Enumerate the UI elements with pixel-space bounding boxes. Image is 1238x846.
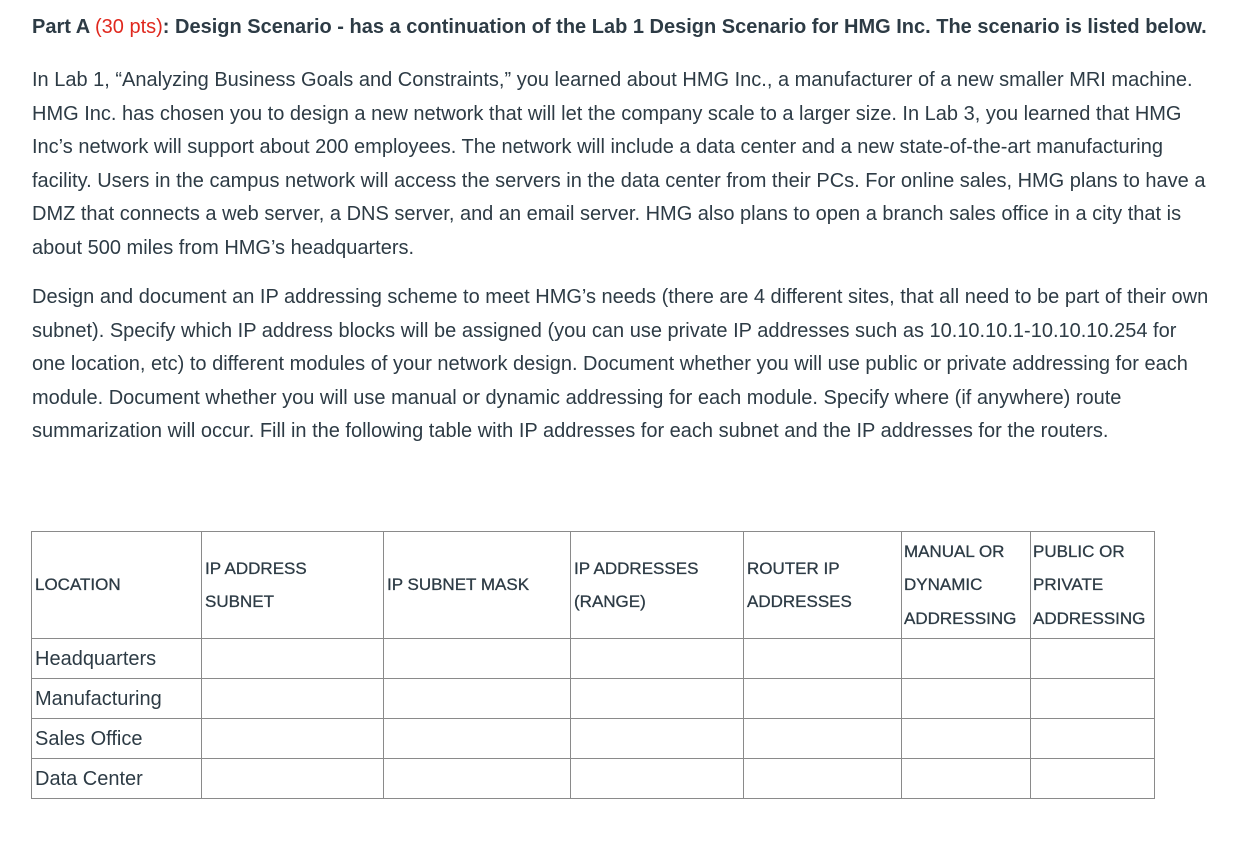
ip-address-subnet-cell [202, 719, 384, 759]
ip-address-subnet-cell [202, 679, 384, 719]
public-or-private-cell [1031, 679, 1155, 719]
points-label: (30 pts) [94, 16, 163, 38]
ip-subnet-mask-cell [384, 679, 571, 719]
part-a-heading [32, 10, 1210, 44]
router-ip-addresses-cell [744, 679, 902, 719]
scenario-paragraph: In Lab 1, “Analyzing Business Goals and Constraints,” you learned about HMG Inc., a manufacturer of a new smaller MRI machine. HMG Inc. has chosen you to design a new network that will let the company scale to a larger size. In Lab 3, you learned that HMG Inc’s network will support about 200 employees. The network will include a data center and a new state-of-the-art manufacturing facility. Users in the campus network will access the servers in the data center from their PCs. For online sales, HMG plans to have a DMZ that connects a web server, a DNS server, and an email server. HMG also plans to open a branch sales office in a city that is about 500 miles from HMG’s headquarters. [32, 69, 1206, 259]
router-ip-addresses-cell [744, 639, 902, 679]
ip-subnet-mask-cell [384, 759, 571, 799]
router-ip-addresses-cell [744, 759, 902, 799]
location-cell: Sales Office [32, 719, 202, 759]
public-or-private-cell [1031, 639, 1155, 679]
router-ip-addresses-cell [744, 719, 902, 759]
part-label: Part A [32, 16, 95, 38]
header-router-ip-addresses: ROUTER IP ADDRESSES [744, 532, 902, 639]
manual-or-dynamic-cell [902, 679, 1031, 719]
public-or-private-cell [1031, 719, 1155, 759]
heading-title: : Design Scenario - has a continuation of the Lab 1 Design Scenario for HMG Inc. The scenario is listed below. [162, 16, 1207, 38]
header-manual-or-dynamic: MANUAL OR DYNAMIC ADDRESSING [902, 532, 1031, 639]
location-cell: Data Center [32, 759, 202, 799]
manual-or-dynamic-cell [902, 759, 1031, 799]
ip-subnet-mask-cell [384, 639, 571, 679]
header-public-or-private: PUBLIC OR PRIVATE ADDRESSING [1031, 532, 1155, 639]
manual-or-dynamic-cell [902, 719, 1031, 759]
ip-address-subnet-cell [202, 639, 384, 679]
table-row [32, 719, 1155, 759]
location-cell: Manufacturing [32, 679, 202, 719]
header-ip-addresses-range: IP ADDRESSES (RANGE) [571, 532, 744, 639]
ip-addresses-range-cell [571, 719, 744, 759]
instructions-paragraph: Design and document an IP addressing scheme to meet HMG’s needs (there are 4 different sites, that all need to be part of their own subnet). Specify which IP address blocks will be assigned (you can use private IP addresses such as 10.10.10.1-10.10.10.254 for one location, etc) to different modules of your network design. Document whether you will use public or private addressing for each module. Document whether you will use manual or dynamic addressing for each module. Specify where (if anywhere) route summarization will occur. Fill in the following table with IP addresses for each subnet and the IP addresses for the routers. [32, 286, 1209, 442]
table-header-row [32, 532, 1155, 639]
ip-addressing-table [31, 531, 1155, 799]
table-row [32, 759, 1155, 799]
location-cell: Headquarters [32, 639, 202, 679]
header-location: LOCATION [32, 532, 202, 639]
ip-addresses-range-cell [571, 639, 744, 679]
ip-addresses-range-cell [571, 759, 744, 799]
public-or-private-cell [1031, 759, 1155, 799]
header-ip-subnet-mask: IP SUBNET MASK [384, 532, 571, 639]
ip-addresses-range-cell [571, 679, 744, 719]
ip-subnet-mask-cell [384, 719, 571, 759]
table-row [32, 679, 1155, 719]
table-row [32, 639, 1155, 679]
header-ip-address-subnet: IP ADDRESS SUBNET [202, 532, 384, 639]
ip-address-subnet-cell [202, 759, 384, 799]
manual-or-dynamic-cell [902, 639, 1031, 679]
